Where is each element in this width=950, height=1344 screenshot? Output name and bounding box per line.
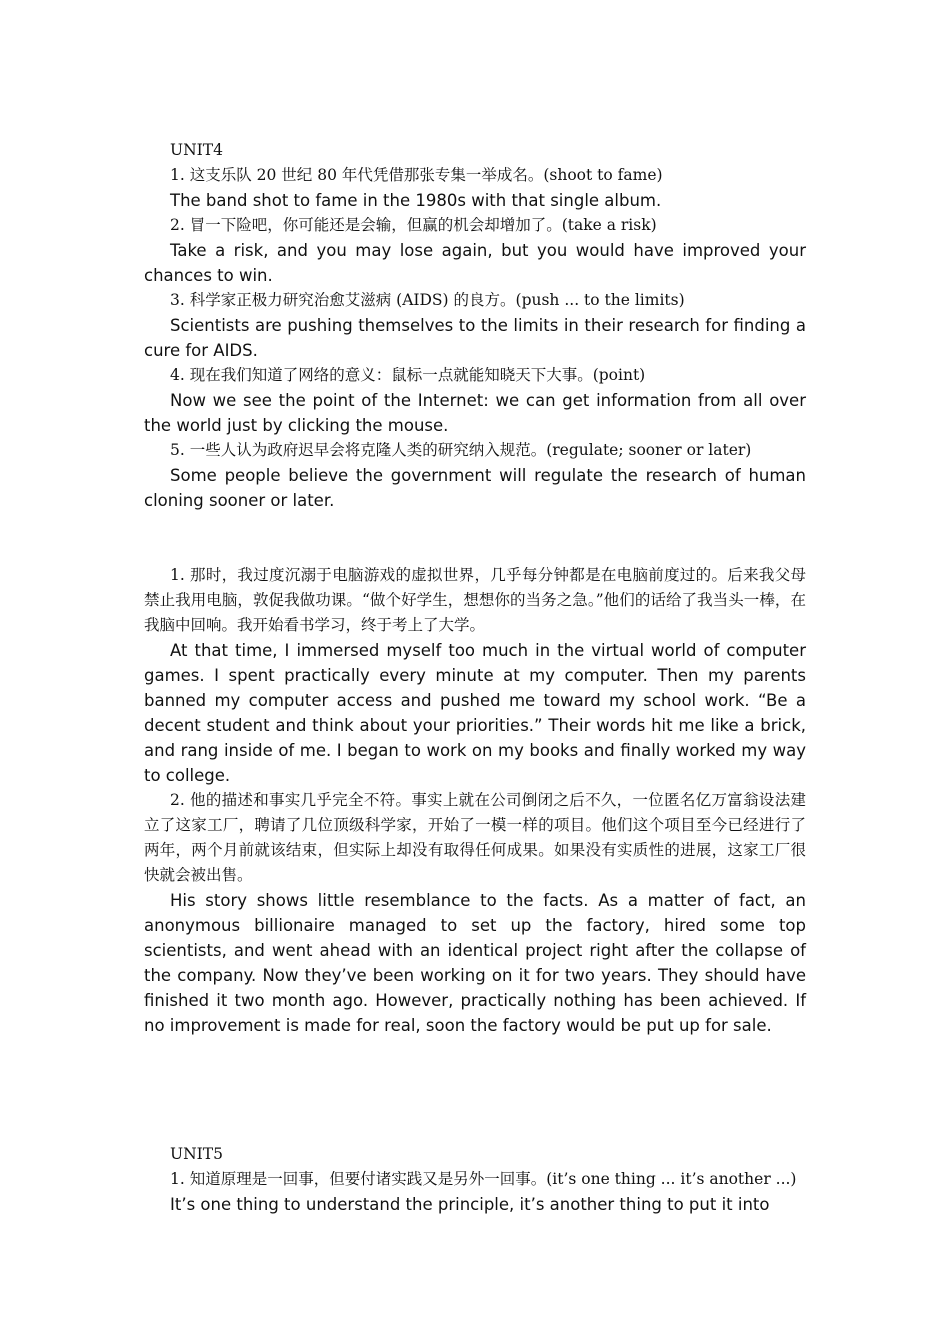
paragraph-2-chinese: 2. 他的描述和事实几乎完全不符。事实上就在公司倒闭之后不久，一位匿名亿万富翁设法建立了这家工厂，聘请了几位顶级科学家，开始了一模一样的项目。他们这个项目至今已经进行了两年，两个月前就该结束，但实际上却没有取得任何成果。如果没有实质性的进展，这家工厂很快就会被出售。 xyxy=(144,791,806,884)
unit4-item-4-chinese: 4. 现在我们知道了网络的意义：鼠标一点就能知晓天下大事。(point) xyxy=(170,366,646,384)
unit4-item-5-chinese: 5. 一些人认为政府迟早会将克隆人类的研究纳入规范。(regulate; sooner or later) xyxy=(170,441,752,459)
unit5-item-1-english: It’s one thing to understand the principle, it’s another thing to put it into xyxy=(170,1195,770,1214)
unit5-heading: UNIT5 xyxy=(170,1145,223,1163)
unit4-item-5-english: Some people believe the government will regulate the research of human cloning sooner or later. xyxy=(144,466,806,510)
unit4-item-1-chinese: 1. 这支乐队 20 世纪 80 年代凭借那张专集一举成名。(shoot to fame) xyxy=(170,166,663,184)
unit4-item-3-chinese: 3. 科学家正极力研究治愈艾滋病 (AIDS) 的良方。(push ... to the limits) xyxy=(170,291,685,309)
unit5-item-1-chinese: 1. 知道原理是一回事，但要付诸实践又是另外一回事。(it’s one thing ... it’s another ...) xyxy=(170,1170,797,1188)
unit4-item-3-english: Scientists are pushing themselves to the limits in their research for finding a cure for AIDS. xyxy=(144,316,806,360)
paragraph-1-chinese: 1. 那时，我过度沉溺于电脑游戏的虚拟世界，几乎每分钟都是在电脑前度过的。后来我父母禁止我用电脑，敦促我做功课。“做个好学生，想想你的当务之急。”他们的话给了我当头一棒，在我脑中回响。我开始看书学习，终于考上了大学。 xyxy=(144,566,806,634)
unit4-item-2-chinese: 2. 冒一下险吧，你可能还是会输，但赢的机会却增加了。(take a risk) xyxy=(170,216,657,234)
unit4-item-2-english: Take a risk, and you may lose again, but you would have improved your chances to win. xyxy=(144,241,806,285)
unit4-heading: UNIT4 xyxy=(170,141,223,159)
paragraph-1-english: At that time, I immersed myself too much in the virtual world of computer games. I spent practically every minute at my computer. Then my parents banned my computer access and pushed me toward my school work. “Be a decent student and think about your priorities.” Their words hit me like a brick, and rang inside of me. I began to work on my books and finally worked my way to college. xyxy=(144,641,806,785)
unit4-item-1-english: The band shot to fame in the 1980s with that single album. xyxy=(170,191,662,210)
section-spacer xyxy=(144,1038,806,1142)
paragraph-2-english: His story shows little resemblance to the facts. As a matter of fact, an anonymous billionaire managed to set up the factory, hired some top scientists, and went ahead with an identical project right after the collapse of the company. Now they’ve been working on it for two years. They should have finished it two month ago. However, practically nothing has been achieved. If no improvement is made for real, soon the factory would be put up for sale. xyxy=(144,891,806,1035)
unit4-item-4-english: Now we see the point of the Internet: we can get information from all over the world just by clicking the mouse. xyxy=(144,391,806,435)
document-page xyxy=(144,138,806,1217)
section-spacer xyxy=(144,513,806,563)
